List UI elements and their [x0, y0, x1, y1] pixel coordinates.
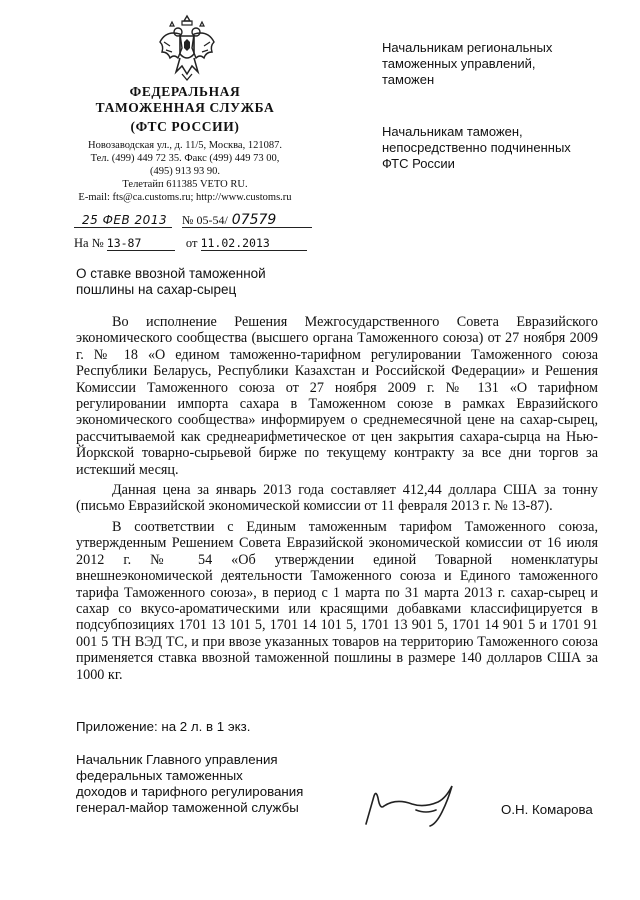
- addressee-block-1: [382, 40, 622, 88]
- date-field: [74, 211, 172, 228]
- letter-body: [76, 314, 598, 687]
- number-prefix: № 05-54/: [182, 213, 228, 227]
- ref-number: 13-87: [107, 236, 175, 251]
- phone-line: Тел. (499) 449 72 35. Факс (499) 449 73 00,: [90, 153, 280, 164]
- handwritten-signature: [356, 780, 466, 830]
- phone-line-2: (495) 913 93 90.: [150, 166, 220, 177]
- org-name-line2: ТАМОЖЕННАЯ СЛУЖБА: [95, 100, 275, 115]
- reference-line: [74, 236, 307, 251]
- date-handwritten: 25 ФЕВ 2013: [82, 213, 168, 227]
- attachment-note: Приложение: на 2 л. в 1 экз.: [76, 719, 251, 734]
- teletype-line: Телетайп 611385 VETO RU.: [122, 179, 248, 190]
- addressee-line: непосредственно подчиненных: [382, 140, 571, 155]
- subject-line: О ставке ввозной таможенной: [76, 266, 266, 281]
- signatory-title-line: генерал-майор таможенной службы: [76, 800, 299, 815]
- org-abbreviation: (ФТС РОССИИ): [130, 119, 240, 134]
- addressee-line: Начальникам региональных: [382, 40, 553, 55]
- addressee-block-2: [382, 124, 622, 172]
- signatory-title-line: доходов и тарифного регулирования: [76, 784, 304, 799]
- signatory-title-line: федеральных таможенных: [76, 768, 243, 783]
- address-line: Новозаводская ул., д. 11/5, Москва, 121087.: [88, 140, 282, 151]
- outgoing-number-field: [182, 211, 312, 228]
- org-name-line1: ФЕДЕРАЛЬНАЯ: [129, 84, 241, 99]
- body-paragraph-1: Во исполнение Решения Межгосударственного Совета Евразийского экономического сообщества (высшего органа Таможенного союза) от 27 ноября 2009 г. № 18 «О едином таможенно-тарифном регулировании Таможенного союза Республики Беларусь, Республики Казахстан и Российской Федерации» и Решения Комиссии Таможенного союза от 27 ноября 2009 г. № 131 «О тарифном регулировании импорта сахара в Таможенном союзе в рамках Евразийского экономического сообщества» информируем о среднемесячной цене на сахар-сырец, рассчитываемой как среднеарифметическое от цен закрытия сахара-сырца на Нью-Йоркской товарно-сырьевой бирже по текущему контракту за все дни торгов за истекший месяц.: [76, 314, 598, 478]
- addressee-line: Начальникам таможен,: [382, 124, 523, 139]
- addressee-line: таможен: [382, 72, 435, 87]
- ref-label: На №: [74, 236, 104, 250]
- body-paragraph-3: В соответствии с Единым таможенным тарифом Таможенного союза, утвержденным Решением Совета Евразийской экономической комиссии от 16 июля 2012 г. № 54 «Об утверждении единой Товарной номенклатуры внешнеэкономической деятельности Таможенного союза и Единого таможенного тарифа Таможенного союза», в период с 1 марта по 31 марта 2013 г. сахар-сырец и сахар со вкусо-ароматическими или красящими добавками классифицируется в подсубпозициях 1701 13 101 5, 1701 14 101 5, 1701 13 901 5, 1701 14 901 5 и 1701 91 001 5 ТН ВЭД ТС, и при ввозе указанных товаров на территорию Таможенного союза применяется ставка ввозной таможенной пошлины в размере 140 долларов США за 1000 кг.: [76, 518, 598, 683]
- letter-subject: [76, 266, 266, 298]
- signatory-title: [76, 752, 303, 816]
- ref-date: 11.02.2013: [201, 236, 307, 251]
- subject-line: пошлины на сахар-сырец: [76, 282, 237, 297]
- ref-date-label: от: [185, 236, 198, 250]
- signatory-name: О.Н. Комарова: [501, 802, 593, 817]
- body-paragraph-2: Данная цена за январь 2013 года составляет 412,44 доллара США за тонну (письмо Евразийской экономической комиссии от 11 февраля 2013 г. № 13-87).: [76, 482, 598, 515]
- org-address-block: [60, 139, 310, 204]
- email-line: E-mail: fts@ca.customs.ru; http://www.customs.ru: [78, 192, 292, 203]
- signatory-title-line: Начальник Главного управления: [76, 752, 278, 767]
- number-handwritten: 07579: [231, 212, 277, 228]
- coat-of-arms-emblem: [156, 12, 218, 82]
- addressee-line: ФТС России: [382, 156, 455, 171]
- addressee-line: таможенных управлений,: [382, 56, 536, 71]
